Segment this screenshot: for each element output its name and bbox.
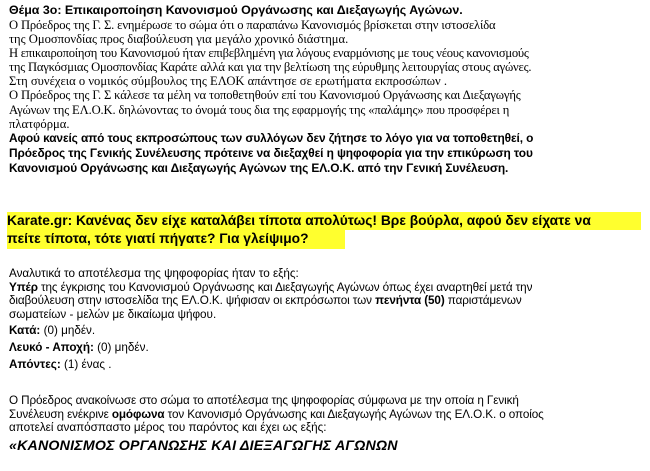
absent-value: (1) ένας . — [60, 357, 112, 371]
closing-line-1: Ο Πρόεδρος ανακοίνωσε στο σώμα το αποτέλεσμα της ψηφοφορίας σύμφωνα με την οποία η Γενική — [9, 394, 519, 407]
paragraph-line: Αγώνων της ΕΛ.Ο.Κ. δηλώνοντας το όνομά τους δια της εφαρμογής της «παλάμης» που προσφέρει η — [9, 102, 510, 117]
blank-label: Λευκό - Αποχή: — [9, 340, 94, 354]
paragraph-line: Ο Πρόεδρος της Γ. Σ κάλεσε τα μέλη να τοποθετηθούν επί του Κανονισμού Οργάνωσης και Διεξαγωγής — [9, 88, 521, 103]
paragraph-line: της Παγκόσμιας Ομοσπονδίας Καράτε αλλά και για την βελτίωση της εύρυθμης λειτουργίας στους αγώνες. — [9, 60, 532, 75]
highlight-line-2: πείτε τίποτα, τότε γιατί πήγατε? Για γλείψιμο? — [7, 230, 345, 248]
yes-text-2: διαβούλευση στην ιστοσελίδα της ΕΛ.Ο.Κ. ψήφισαν οι εκπρόσωποι των — [9, 294, 376, 308]
highlighted-comment — [7, 212, 641, 249]
closing-text: Συνέλευση ενέκρινε — [9, 407, 112, 421]
absent-label: Απόντες: — [9, 357, 61, 371]
paragraph-line: πλατφόρμα. — [9, 116, 70, 131]
closing-paragraph — [9, 394, 544, 454]
paragraph-line: της Ομοσπονδίας προς διαβούλευση για μεγάλο χρονικό διάστημα. — [9, 32, 349, 47]
paragraph-line: Η επικαιροποίηση του Κανονισμού ήταν επιβεβλημένη για λόγους εναρμόνισης με τους νέους κανονισμούς — [9, 46, 529, 61]
yes-text-3: παριστάμενων — [444, 294, 522, 308]
against-value: (0) μηδέν. — [40, 324, 96, 338]
regulation-heading: «ΚΑΝΟΝΙΣΜΟΣ ΟΡΓΑΝΩΣΗΣ ΚΑΙ ΔΙΕΞΑΓΩΓΗΣ ΑΓΩΝΩΝ — [9, 437, 398, 454]
highlight-line-1: Karate.gr: Κανένας δεν είχε καταλάβει τίποτα απολύτως! Βρε βούρλα, αφού δεν είχατε να — [7, 212, 641, 230]
closing-text-2: τον Κανονισμό Οργάνωσης και Διεξαγωγής Αγώνων της ΕΛ.Ο.Κ. ο οποίος — [164, 407, 544, 421]
voting-results — [9, 267, 532, 371]
blank-value: (0) μηδέν. — [93, 340, 149, 354]
bold-paragraph-line: Πρόεδρος της Γενικής Συνέλευσης πρότεινε να διεξαχθεί η ψηφοφορία για την επικύρωση του — [9, 145, 533, 160]
yes-text: της έγκρισης του Κανονισμού Οργάνωσης και Διεξαγωγής Αγώνων όπως έχει αναρτηθεί μετά την — [37, 280, 533, 294]
unanimous-word: ομόφωνα — [111, 407, 165, 421]
bold-paragraph-line: Αφού κανείς από τους εκπροσώπους των συλλόγων δεν ζήτησε το λόγο για να τοποθετηθεί, ο — [9, 130, 534, 145]
yes-line-3: σωματείων - μελών με δικαίωμα ψήφου. — [9, 307, 217, 321]
results-intro: Αναλυτικά το αποτέλεσμα της ψηφοφορίας ήταν το εξής: — [9, 267, 299, 280]
bold-paragraph-line: Κανονισμού Οργάνωσης και Διεξαγωγής Αγώνων της ΕΛ.Ο.Κ. από την Γενική Συνέλευση. — [9, 161, 509, 176]
yes-label: Υπέρ — [9, 280, 38, 294]
paragraph-line: Ο Πρόεδρος της Γ. Σ. ενημέρωσε το σώμα ότι ο παραπάνω Κανονισμός βρίσκεται στην ιστοσελίδα — [9, 18, 496, 32]
yes-count: πενήντα (50) — [375, 294, 445, 308]
against-label: Κατά: — [9, 324, 41, 338]
section-title: Θέμα 3ο: Επικαιροποίηση Κανονισμού Οργάνωσης και Διεξαγωγής Αγώνων. — [9, 3, 463, 17]
closing-line-3: αποτελεί αναπόσπαστο μέρος του παρόντος και έχει ως εξής: — [9, 421, 327, 435]
section-topic-3 — [9, 3, 533, 176]
paragraph-line: Στη συνέχεια ο νομικός σύμβουλος της ΕΛΟΚ απάντησε σε ερωτήματα εκπροσώπων . — [9, 74, 447, 89]
